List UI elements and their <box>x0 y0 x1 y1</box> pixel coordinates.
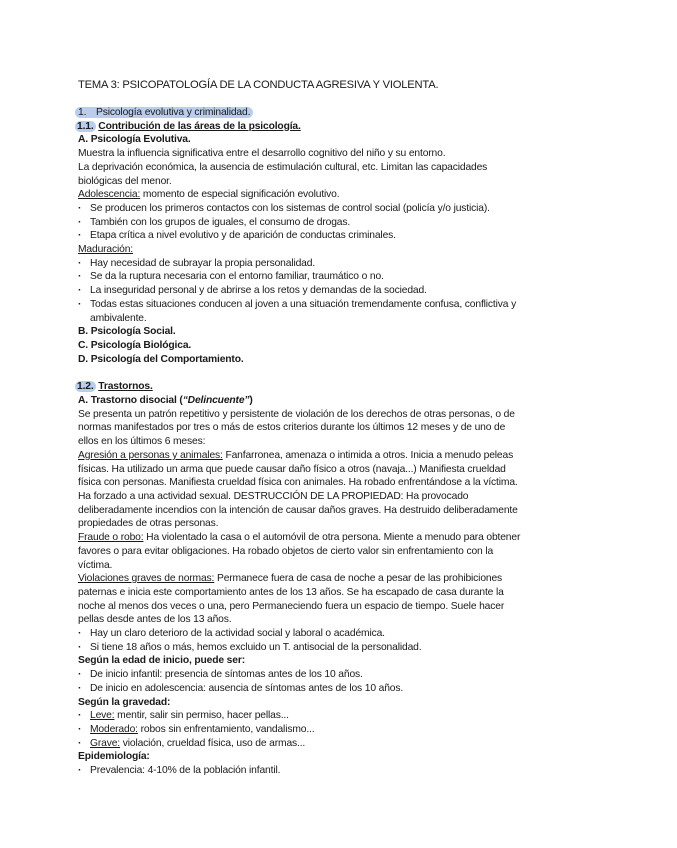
subsection-1-2-heading <box>78 380 598 394</box>
paragraph-line: Ha forzado a una actividad sexual. DESTRUCCIÓN DE LA PROPIEDAD: Ha provocado <box>78 490 469 502</box>
list-item <box>78 737 598 751</box>
paragraph-line: normas manifestados por tres o más de estos criterios durante los últimos 12 meses y de uno de <box>78 422 506 434</box>
paragraph: biológicas del menor. <box>78 175 172 187</box>
term-text: momento de especial significación evolutivo. <box>140 189 340 201</box>
paragraph-line: propiedades de otras personas. <box>78 518 219 530</box>
paragraph-line: favores o para evitar obligaciones. Ha robado objetos de cierto valor sin enfrentamiento con la <box>78 545 494 557</box>
violaciones-line <box>78 572 598 586</box>
list-item: · También con los grupos de iguales, el consumo de drogas. <box>78 216 598 230</box>
section-1-highlight <box>75 107 253 118</box>
paragraph-line: ellos en los últimos 6 meses: <box>78 436 206 448</box>
fraude-line <box>78 531 598 545</box>
term-label: Moderado: <box>90 723 138 735</box>
paragraph-line: pellas desde antes de los 13 años. <box>78 614 232 626</box>
list-item: · Etapa crítica a nivel evolutivo y de aparición de conductas criminales. <box>78 229 598 243</box>
section-1-heading <box>78 106 598 120</box>
term-label: Adolescencia: <box>78 189 141 201</box>
term-text: Ha violentado la casa o el automóvil de otra persona. Miente a menudo para obtener <box>143 532 521 544</box>
heading-text: A. Trastorno disocial ( <box>78 395 183 407</box>
list-item <box>78 723 598 737</box>
heading-trastorno-disocial <box>78 394 598 408</box>
list-item: · Todas estas situaciones conducen al joven a una situación tremendamente confusa, conflictiva y <box>78 298 598 312</box>
spacer <box>78 366 598 380</box>
list-item: · Si tiene 18 años o más, hemos excluido un T. antisocial de la personalidad. <box>78 641 598 655</box>
list-item <box>78 709 598 723</box>
heading-edad-inicio: Según la edad de inicio, puede ser: <box>78 655 245 667</box>
heading-psicologia-evolutiva: A. Psicología Evolutiva. <box>78 134 191 146</box>
term-text: violación, crueldad física, uso de armas... <box>120 737 306 749</box>
heading-text: ) <box>249 395 253 407</box>
subsection-number: 1.1. <box>77 120 94 132</box>
paragraph-line: deliberadamente incendios con la intención de causar daños graves. Ha destruido deliberadamente <box>78 504 518 516</box>
heading-psicologia-comportamiento: D. Psicología del Comportamiento. <box>78 353 244 365</box>
section-label: Psicología evolutiva y criminalidad. <box>96 107 251 118</box>
subsection-label: Trastornos. <box>98 381 153 393</box>
paragraph-line: físicas. Ha utilizado un arma que puede causar daño físico a otros (navaja...) Manifiesta crueldad <box>78 463 506 475</box>
heading-emphasis: “Delincuente” <box>182 395 250 407</box>
paragraph-line: noche al menos dos veces o una, pero Permaneciendo fuera un espacio de tiempo. Suele hacer <box>78 600 505 612</box>
term-label: Maduración: <box>78 244 134 256</box>
paragraph-line: víctima. <box>78 559 113 571</box>
list-item: · Se producen los primeros contactos con los sistemas de control social (policía y/o justicia). <box>78 202 598 216</box>
list-item: · La inseguridad personal y de abrirse a los retos y demandas de la sociedad. <box>78 284 598 298</box>
term-label: Violaciones graves de normas: <box>78 573 215 585</box>
term-text: robos sin enfrentamiento, vandalismo... <box>137 723 315 735</box>
paragraph-line: Se presenta un patrón repetitivo y persistente de violación de los derechos de otras personas, o de <box>78 408 515 420</box>
heading-psicologia-social: B. Psicología Social. <box>78 326 176 338</box>
section-number: 1. <box>78 107 87 118</box>
list-item: · Hay un claro deterioro de la actividad social y laboral o académica. <box>78 627 598 641</box>
paragraph: La deprivación económica, la ausencia de estimulación cultural, etc. Limitan las capacidades <box>78 161 488 173</box>
subsection-1-1-heading <box>78 120 598 134</box>
list-item: · Se da la ruptura necesaria con el entorno familiar, traumático o no. <box>78 270 598 284</box>
agresion-line <box>78 449 598 463</box>
list-item: · Prevalencia: 4-10% de la población infantil. <box>78 764 598 778</box>
list-item: · De inicio en adolescencia: ausencia de síntomas antes de los 10 años. <box>78 682 598 696</box>
heading-psicologia-biologica: C. Psicología Biológica. <box>78 339 192 351</box>
list-item: · De inicio infantil: presencia de síntomas antes de los 10 años. <box>78 668 598 682</box>
heading-gravedad: Según la gravedad: <box>78 696 171 708</box>
term-text: mentir, salir sin permiso, hacer pellas... <box>114 710 289 722</box>
page-title: TEMA 3: PSICOPATOLOGÍA DE LA CONDUCTA AGRESIVA Y VIOLENTA. <box>78 79 439 91</box>
term-label: Leve: <box>90 710 115 722</box>
term-label: Fraude o robo: <box>78 532 144 544</box>
subsection-number: 1.2. <box>77 381 94 393</box>
term-text: Permanece fuera de casa de noche a pesar de las prohibiciones <box>214 573 503 585</box>
heading-epidemiologia: Epidemiología: <box>78 751 150 763</box>
term-label: Grave: <box>90 737 121 749</box>
list-item: · Hay necesidad de subrayar la propia personalidad. <box>78 257 598 271</box>
paragraph-line: paternas e inicia este comportamiento antes de los 13 años. Se ha escapado de casa durante la <box>78 586 504 598</box>
term-text: Fanfarronea, amenaza o intimida a otros. Inicia a menudo peleas <box>222 449 514 461</box>
subsection-label: Contribución de las áreas de la psicología. <box>98 120 301 132</box>
term-label: Agresión a personas y animales: <box>78 449 223 461</box>
document-page <box>78 79 598 778</box>
paragraph: Muestra la influencia significativa entre el desarrollo cognitivo del niño y su entorno. <box>78 148 446 160</box>
list-item-continuation: ambivalente. <box>90 312 147 324</box>
paragraph-line: física con personas. Manifiesta crueldad física con animales. Ha robado enfrentándose a la víctima. <box>78 477 518 489</box>
adolescencia-line <box>78 188 598 202</box>
